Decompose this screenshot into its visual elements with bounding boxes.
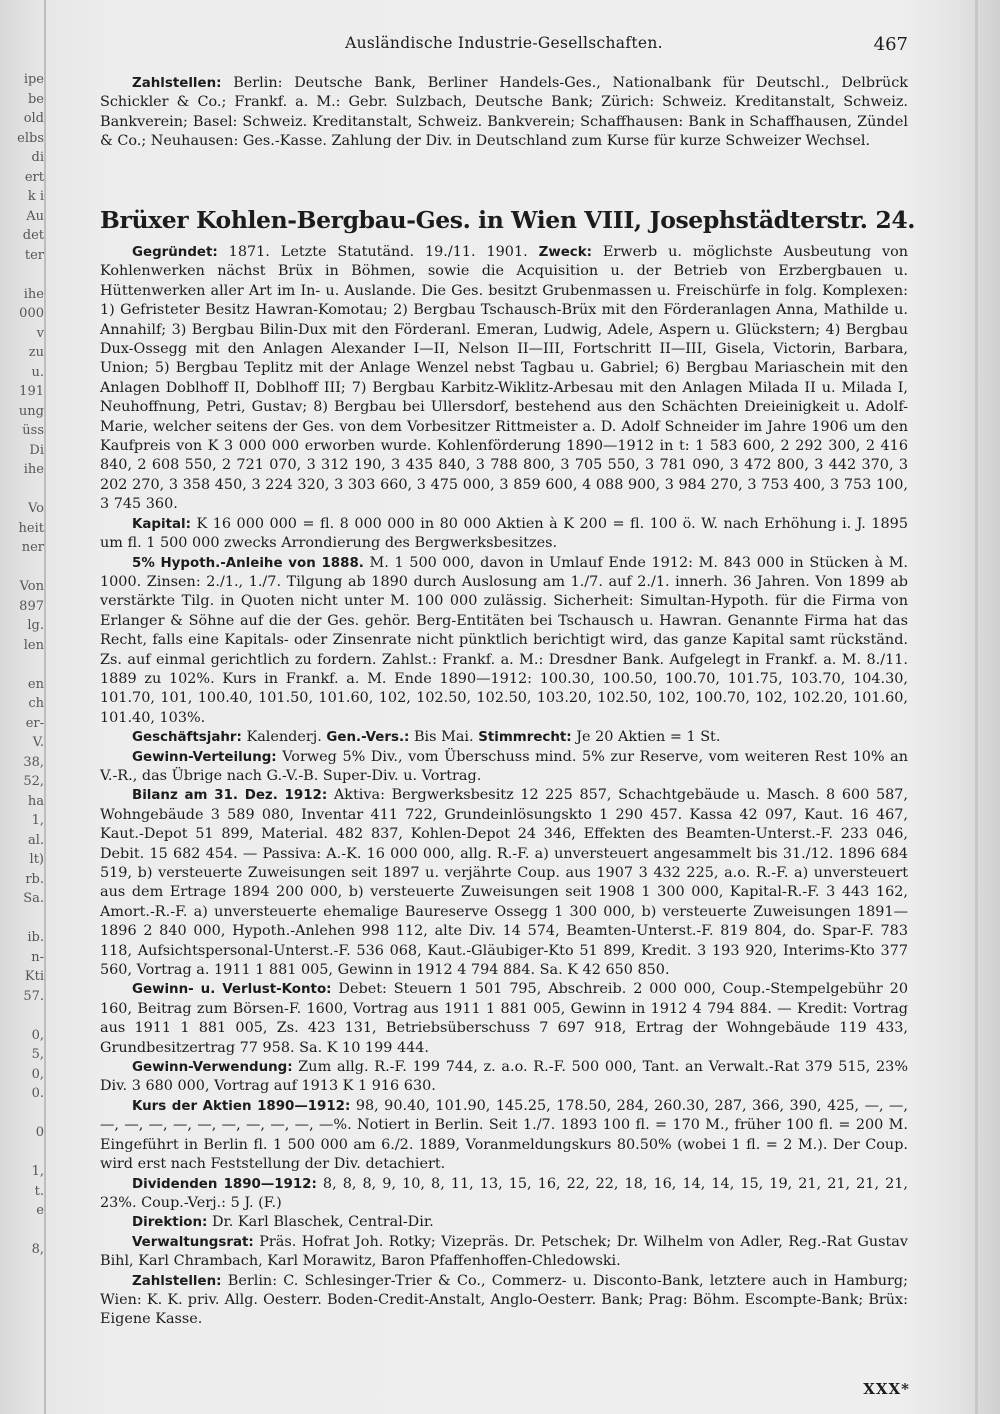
kapital-label: Kapital: (132, 516, 191, 532)
company-title: Brüxer Kohlen-Bergbau-Ges. in Wien VIII, Josephstädterstr. 24. (100, 206, 916, 234)
margin-fragment: Von (19, 579, 44, 594)
genvers-text: Bis Mai. (409, 729, 479, 746)
direktion-label: Direktion: (132, 1215, 208, 1231)
margin-fragment: 1, (31, 1164, 44, 1179)
kurs-text: 98, 90.40, 101.90, 145.25, 178.50, 284, 260.30, 287, 366, 390, 425, —, —, —, —, —, —, —, —, —, —, —, —%. Notiert in Berlin. Seit 1./7. 1893 100 fl. = 170 M., früher 100 fl. = 200 M. Eingeführt in Berlin fl. 1 500 000 am 6./2. 1889, Voranmeldungskurs 80.50% (wobei 1 fl. = 2 M.). Der Coup. wird erst nach Feststellung der Div. detachiert. (100, 1097, 908, 1173)
dividenden-label: Dividenden 1890—1912: (132, 1176, 317, 1192)
margin-fragment: di (31, 150, 44, 165)
adjacent-page-margin-fragments (0, 70, 44, 1410)
margin-fragment: be (27, 91, 44, 107)
margin-fragment: u. (31, 364, 44, 380)
margin-fragment (0, 1104, 44, 1124)
margin-fragment: ihe (23, 286, 44, 302)
stimmrecht-label: Stimmrecht: (478, 730, 572, 746)
margin-fragment: v (36, 325, 44, 341)
zahlstellen-label: Zahlstellen: (132, 1273, 222, 1289)
margin-fragment: len (23, 637, 44, 653)
gewinnverwendung-label: Gewinn-Verwendung: (132, 1060, 293, 1076)
zweck-label: Zweck: (538, 245, 592, 260)
margin-fragment (0, 1143, 44, 1163)
margin-fragment: lt) (29, 852, 44, 867)
margin-fragment: Sa. (23, 891, 44, 906)
page-edge-shadow (975, 0, 978, 1414)
margin-fragment (0, 558, 44, 578)
margin-fragment: lg. (27, 618, 44, 633)
zweck-text: Erwerb u. möglichste Ausbeutung von Kohlenwerken nächst Brüx in Böhmen, sowie die Acquisition u. der Betrieb von Erzbergbauen u. Hüttenwerken aller Art im In- u. Auslande. Die Ges. besitzt Grubenmassen u. Freischürfe in folg. Komplexen: 1) Gefristeter Besitz Hawran-Komotau; 2) Bergbau Tschausch-Brüx mit den Förderanlagen Anna, Mathilde u. Annahilf; 3) Bergbau Bilin-Dux mit den Förderanl. Emeran, Ludwig, Adele, Aspern u. Glückstern; 4) Bergbau Dux-Ossegg mit den Anlagen Alexander I—II, Nelson II—III, Fortschritt II—III, Gisela, Victorin, Barbara, Union; 5) Bergbau Teplitz mit der Anlage Wenzel nebst Tagbau u. Gabriel; 6) Bergbau Mariaschein mit den Anlagen Doblhoff II, Doblhoff III; 7) Bergbau Karbitz-Wiklitz-Arbesau mit den Anlagen Milada II u. Milada I, Neuhoffnung, Petri, Gustav; 8) Bergbau bei Ullersdorf, bestehend aus den Schächten Dreieinigkeit u. Adolf-Marie, welcher seitens der Ges. von dem Vorbesitzer Rittmeister a. D. Adolf Schneider im Jahre 1906 um den Kaufpreis von K 3 000 000 erworben wurde. Kohlenförderung 1890—1912 in t: 1 583 600, 2 292 300, 2 416 840, 2 608 550, 2 721 070, 3 312 190, 3 435 840, 3 788 800, 3 705 550, 3 781 090, 3 472 800, 3 442 370, 3 202 270, 3 358 450, 3 224 320, 3 303 660, 3 475 000, 3 859 600, 4 088 900, 3 984 270, 3 753 400, 3 753 100, 3 745 360. (100, 244, 909, 513)
geschaeftsjahr-label: Geschäftsjahr: (132, 730, 242, 746)
gutter-rule (44, 0, 46, 1414)
margin-fragment: 5, (31, 1047, 44, 1062)
zahlstellen-text: Berlin: C. Schlesinger-Trier & Co., Commerz- u. Disconto-Bank, letztere auch in Hamburg; Wien: K. K. priv. Allg. Oesterr. Boden-Credit-Anstalt, Anglo-Oesterr. Bank; Prag: Böhm. Escompte-Bank; Brüx: Eigene Kasse. (100, 1272, 908, 1328)
running-title: Ausländische Industrie-Gesellschaften. (345, 34, 663, 52)
kurs-label: Kurs der Aktien 1890—1912: (132, 1098, 351, 1114)
margin-fragment: zu (28, 345, 44, 360)
margin-fragment (0, 480, 44, 500)
margin-fragment: ch (28, 696, 44, 711)
margin-fragment (0, 655, 44, 675)
previous-entry-zahlstellen (100, 74, 908, 152)
margin-fragment: 8, (31, 1242, 44, 1257)
guv-label: Gewinn- u. Verlust-Konto: (132, 982, 332, 998)
verwaltungsrat-label: Verwaltungsrat: (132, 1234, 254, 1250)
margin-fragment: ihe (23, 462, 44, 477)
margin-fragment: old (23, 111, 44, 126)
gewinnverwendung-paragraph (100, 1058, 908, 1097)
kapital-text: K 16 000 000 = fl. 8 000 000 in 80 000 Aktien à K 200 = fl. 100 ö. W. nach Erhöhung i. J. 1895 um fl. 1 500 000 zwecks Arrondierung des Bergwerksbesitzes. (100, 515, 908, 552)
margin-fragment: 191 (19, 384, 44, 399)
gewinnverteilung-paragraph (100, 748, 908, 787)
margin-fragment: er- (25, 715, 44, 731)
verwaltungsrat-paragraph (100, 1233, 908, 1272)
dividenden-text: 8, 8, 8, 9, 10, 8, 11, 13, 15, 16, 22, 22, 18, 16, 14, 14, 15, 19, 21, 21, 21, 21, 23%. Coup.-Verj.: 5 J. (F.) (100, 1175, 908, 1211)
founding-purpose-paragraph (100, 243, 908, 515)
margin-fragment (0, 265, 44, 285)
zahlstellen-label: Zahlstellen: (132, 76, 222, 91)
genvers-label: Gen.-Vers.: (326, 730, 410, 746)
margin-fragment: ner (21, 540, 44, 555)
margin-fragment: ipe (23, 72, 44, 87)
margin-fragment: Kti (24, 969, 44, 984)
anleihe-text: M. 1 500 000, davon in Umlauf Ende 1912: M. 843 000 in Stücken à M. 1000. Zinsen: 2./1., 1./7. Tilgung ab 1890 durch Auslosung am 1./7. auf 2./1. innerh. 36 Jahren. Von 1899 ab verstärkte Tilg. in Quoten nicht unter M. 100 000 zulässig. Sicherheit: Simultan-Hypoth. für die Firma von Erlanger & Söhne auf die der Ges. gehör. Berg-Entitäten bei Tschausch u. Hawran. Genannte Firma hat das Recht, falls eine Kapitals- oder Zinsenrate nicht pünktlich berichtigt wird, das ganze Kapital samt rückständ. Zs. auf einmal gerichtlich zu fordern. Zahlst.: Frankf. a. M.: Dresdner Bank. Aufgelegt in Frankf. a. M. 8./11. 1889 zu 102%. Kurs in Frankf. a. M. Ende 1890—1912: 100.30, 100.50, 100.70, 101.75, 103.70, 104.30, 101.70, 101, 100.40, 101.50, 101.60, 102, 102.50, 102.50, 103.20, 102.50, 102, 100.70, 102, 102.20, 101.60, 101.40, 103%. (100, 554, 909, 726)
page-header (100, 34, 908, 58)
stimmrecht-text: Je 20 Aktien = 1 St. (571, 729, 721, 746)
bilanz-paragraph (100, 786, 908, 980)
margin-fragment: e (36, 1203, 44, 1218)
margin-fragment: Di (29, 442, 44, 458)
margin-fragment: 38, (23, 754, 44, 770)
anleihe-label: 5% Hypoth.-Anleihe von 1888. (132, 555, 364, 571)
geschaeftsjahr-text: Kalenderj. (241, 729, 327, 746)
margin-fragment: ib. (27, 930, 44, 945)
company-entry (100, 243, 908, 1330)
bilanz-text: Aktiva: Bergwerksbesitz 12 225 857, Schachtgebäude u. Masch. 8 600 587, Wohngebäude 3 589 080, Inventar 411 722, Grundeinlösungskto 1 290 457. Kassa 42 097, Kaut. 16 467, Kaut.-Depot 51 899, Material. 482 837, Kohlen-Depot 24 346, Effekten des Beamten-Unterst.-F. 233 046, Debit. 15 682 454. — Passiva: A.-K. 16 000 000, allg. R.-F. a) unversteuert angesammelt bis 31./12. 1896 684 519, b) versteuerte Zuweisungen seit 1897 u. verjährte Coup. aus 1907 3 432 225, a.o. R.-F. a) unversteuert aus dem Ertrage 1894 200 000, b) versteuerte Zuweisungen seit 1908 1 300 000, Kapital-R.-F. 3 443 162, Amort.-R.-F. a) unversteuerte ehemalige Baureserve Ossegg 1 300 000, b) versteuerte Zuweisungen 1891—1896 2 840 000, Hypoth.-Anlehen 998 112, alte Div. 14 574, Beamten-Unterst.-F. 819 804, do. Spar-F. 783 118, Aufsichtspersonal-Unterst.-F. 536 068, Kaut.-Gläubiger-Kto 51 899, Kredit. 3 193 920, Interims-Kto 377 560, Vortrag a. 1911 1 881 005, Gewinn in 1912 4 794 884. Sa. K 42 650 850. (100, 787, 908, 979)
zahlstellen-paragraph (100, 1272, 908, 1330)
anleihe-paragraph (100, 554, 908, 729)
guv-text: Debet: Steuern 1 501 795, Abschreib. 2 000 000, Coup.-Stempelgebühr 20 160, Beitrag zum Börsen-F. 1600, Vortrag aus 1911 1 881 005, Gewinn in 1912 4 794 884. — Kredit: Vortrag aus 1911 1 881 005, Zs. 423 131, Betriebsüberschuss 7 697 918, Ertrag der Wohngebäude 119 433, Grundbesitzertrag 77 958. Sa. K 10 199 444. (100, 981, 908, 1056)
margin-fragment: ter (24, 247, 44, 263)
margin-fragment (0, 1221, 44, 1241)
margin-fragment: 0. (31, 1086, 44, 1101)
margin-fragment: 57. (23, 988, 44, 1004)
page-number: 467 (873, 34, 908, 55)
margin-fragment: 000 (19, 306, 44, 321)
margin-fragment: elbs (17, 130, 44, 146)
margin-fragment: det (22, 228, 44, 243)
direktion-paragraph (100, 1213, 908, 1232)
geschaeftsjahr-paragraph (100, 728, 908, 747)
kurs-paragraph (100, 1097, 908, 1175)
margin-fragment: en (27, 676, 44, 692)
margin-fragment: k i (27, 189, 44, 204)
gewinnverwendung-text: Zum allg. R.-F. 199 744, z. a.o. R.-F. 500 000, Tant. an Verwalt.-Rat 379 515, 23% Div. 3 680 000, Vortrag auf 1913 K 1 916 630. (100, 1059, 908, 1095)
guv-paragraph (100, 980, 908, 1058)
margin-fragment: t. (34, 1183, 44, 1199)
margin-fragment: ha (27, 793, 44, 809)
margin-fragment: 0, (31, 1066, 44, 1082)
gewinnverteilung-label: Gewinn-Verteilung: (132, 749, 277, 765)
gewinnverteilung-text: Vorweg 5% Div., vom Überschuss mind. 5% zur Reserve, vom weiteren Rest 10% an V.-R., das Übrige nach G.-V.-B. Super-Div. u. Vortrag. (100, 748, 908, 784)
margin-fragment: üss (22, 423, 44, 438)
margin-fragment: n- (31, 949, 44, 965)
margin-fragment: 52, (23, 774, 44, 789)
margin-fragment: 1, (31, 813, 44, 828)
kapital-paragraph (100, 515, 908, 554)
margin-fragment (0, 1006, 44, 1026)
dividenden-paragraph (100, 1175, 908, 1214)
margin-fragment: heit (18, 520, 44, 536)
margin-fragment: 0 (35, 1125, 44, 1140)
margin-fragment: V. (32, 735, 44, 750)
margin-fragment: ung (18, 403, 44, 419)
bilanz-label: Bilanz am 31. Dez. 1912: (132, 788, 328, 804)
margin-fragment: rb. (25, 871, 44, 887)
gegruendet-text: 1871. Letzte Statutänd. 19./11. 1901. (217, 244, 539, 260)
sheet-signature-mark: XXX* (863, 1380, 910, 1398)
direktion-text: Dr. Karl Blaschek, Central-Dir. (207, 1214, 434, 1231)
gegruendet-label: Gegründet: (132, 245, 218, 260)
margin-fragment: 897 (19, 598, 44, 614)
margin-fragment: 0, (31, 1027, 44, 1043)
margin-fragment: ert (24, 169, 44, 185)
margin-fragment: al. (27, 832, 44, 848)
margin-fragment: Au (26, 208, 44, 224)
margin-fragment: Vo (27, 501, 44, 516)
zahlstellen-text: Berlin: Deutsche Bank, Berliner Handels-Ges., Nationalbank für Deutschl., Delbrück Schickler & Co.; Frankf. a. M.: Gebr. Sulzbach, Deutsche Bank; Zürich: Schweiz. Kreditanstalt, Schweiz. Bankverein; Basel: Schweiz. Kreditanstalt, Schweiz. Bankverein; Schaffhausen: Bank in Schaffhausen, Zündel & Co.; Neuhausen: Ges.-Kasse. Zahlung der Div. in Deutschland zum Kurse für kurze Schweizer Wechsel. (100, 75, 908, 150)
verwaltungsrat-text: Präs. Hofrat Joh. Rotky; Vizepräs. Dr. Petschek; Dr. Wilhelm von Adler, Reg.-Rat Gustav Bihl, Karl Chrambach, Karl Morawitz, Baron Pfaffenhoffen-Chledowski. (100, 1233, 908, 1270)
margin-fragment (0, 909, 44, 929)
